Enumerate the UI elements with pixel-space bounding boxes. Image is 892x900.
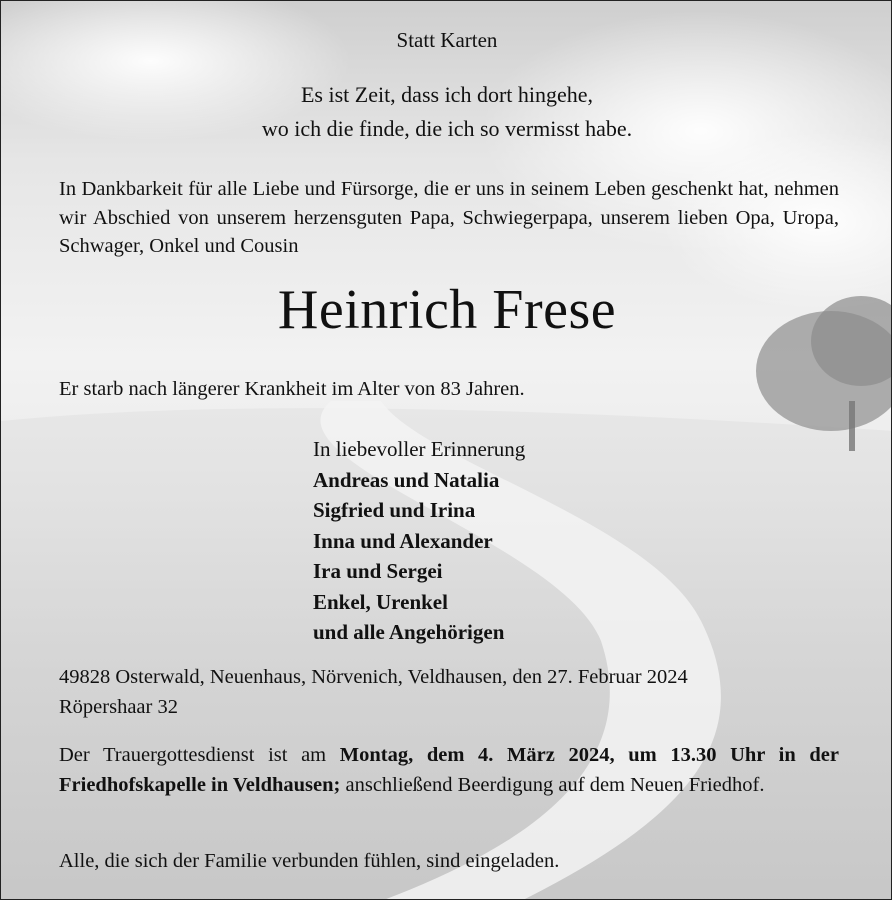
- family-member: Andreas und Natalia: [313, 467, 500, 492]
- service-date-location: Montag, dem 4. März 2024, um 13.30 Uhr in der Friedhofskapelle in Veldhausen;: [59, 744, 839, 796]
- family-member: Enkel, Urenkel: [313, 589, 448, 614]
- quote-line-1: Es ist Zeit, dass ich dort hingehe,: [300, 82, 594, 107]
- quote-line-2: wo ich die finde, die ich so vermisst habe.: [261, 116, 633, 141]
- family-member: Sigfried und Irina: [313, 498, 476, 522]
- place-date-line: 49828 Osterwald, Neuenhaus, Nörvenich, Veldhausen, den 27. Februar 2024: [59, 666, 688, 688]
- deceased-name: Heinrich Frese: [277, 279, 617, 341]
- street-address: Röpershaar 32: [59, 696, 178, 718]
- death-note: Er starb nach längerer Krankheit im Alter von 83 Jahren.: [59, 378, 525, 400]
- family-list: [313, 434, 525, 648]
- invitation-line: Alle, die sich der Familie verbunden fühlen, sind eingeladen.: [59, 850, 560, 872]
- family-member: und alle Angehörigen: [313, 620, 505, 644]
- service-suffix: anschließend Beerdigung auf dem Neuen Friedhof.: [340, 774, 765, 796]
- family-intro: In liebevoller Erinnerung: [313, 437, 526, 461]
- intro-label: Statt Karten: [396, 28, 498, 52]
- family-member: Ira und Sergei: [313, 559, 443, 583]
- service-paragraph: [59, 740, 839, 800]
- service-prefix: Der Trauergottesdienst ist am: [59, 744, 340, 766]
- family-member: Inna und Alexander: [313, 528, 493, 553]
- gratitude-paragraph: In Dankbarkeit für alle Liebe und Fürsorge, die er uns in seinem Leben geschenkt hat, nehmen wir Abschied von unserem herzensguten Papa, Schwiegerpapa, unserem lieben Opa, Uropa, Schwager, Onkel und Cousin: [59, 178, 839, 257]
